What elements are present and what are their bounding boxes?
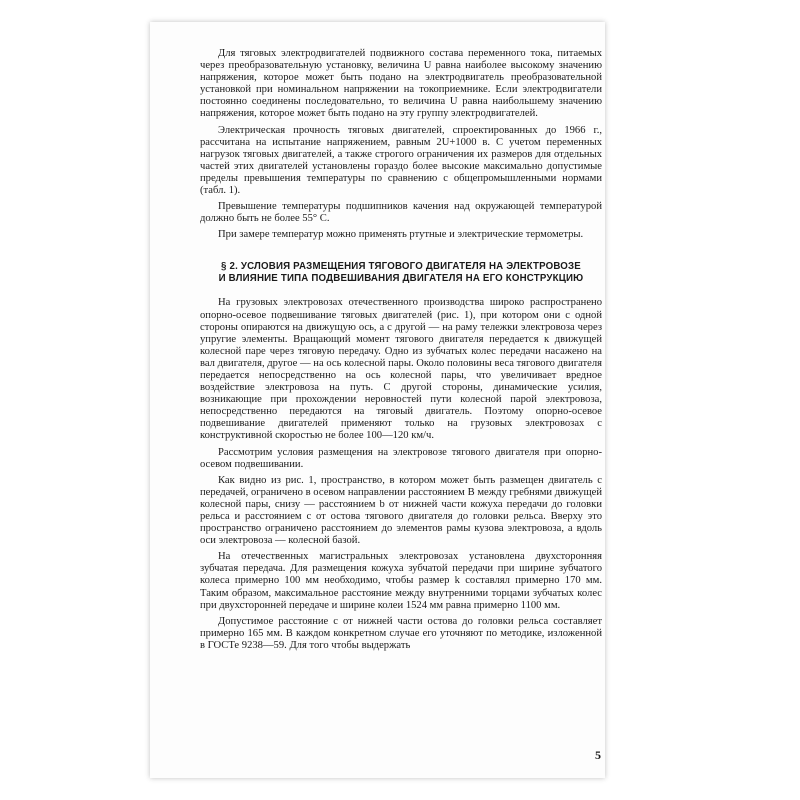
paragraph-8: На отечественных магистральных электровозах установлена двухсторонняя зубчатая передача. Для размещения кожуха зубчатой передачи при ширине зубчатого колеса примерно 100 мм необходимо, чтобы размер k составлял примерно 170 мм. Таким образом, максимальное расстояние между внутренними торцами зубчатых колес при двухсторонней передаче и ширине колеи 1524 мм равна примерно 1100 мм. [200,551,602,611]
paragraph-3: Превышение температуры подшипников качения над окружающей температурой должно быть не более 55° С. [200,201,602,225]
paragraph-7: Как видно из рис. 1, пространство, в котором может быть размещен двигатель с передачей, ограничено в осевом направлении расстоянием B между гребнями движущей колесной пары, снизу — расстоянием b от нижней части кожуха передачи до головки рельса и расстоянием c от остова тягового двигателя до головки рельса. Вверху это пространство ограничено расстоянием до элементов рамы кузова электровоза, а вдоль оси электровоза — колесной базой. [200,474,602,547]
page-number: 5 [595,748,601,762]
section-heading-line-1: § 2. УСЛОВИЯ РАЗМЕЩЕНИЯ ТЯГОВОГО ДВИГАТЕЛЯ НА ЭЛЕКТРОВОЗЕ [221,261,581,273]
section-heading-line-2: И ВЛИЯНИЕ ТИПА ПОДВЕШИВАНИЯ ДВИГАТЕЛЯ НА ЕГО КОНСТРУКЦИЮ [218,273,584,285]
paragraph-5: На грузовых электровозах отечественного производства широко распространено опорно-осевое подвешивание тяговых двигателей (рис. 1), при котором они с одной стороны опираются на движущую ось, а с другой — на раму тележки электровоза через упругие элементы. Вращающий момент тягового двигателя передается к движущей колесной паре через тяговую передачу. Одно из зубчатых колес передачи насажено на вал двигателя, другое — на ось колесной пары. Около половины веса тягового двигателя передается непосредственно на ось колесной пары, что увеличивает вредное воздействие электровоза на путь. С другой стороны, динамические усилия, возникающие при прохождении неровностей пути колесной парой электровоза, непосредственно передаются на тяговый двигатель. Поэтому опорно-осевое подвешивание двигателей применяют только на грузовых электровозах с конструктивной скоростью не более 100—120 км/ч. [200,297,602,442]
book-page [150,22,605,778]
paragraph-2: Электрическая прочность тяговых двигателей, спроектированных до 1966 г., рассчитана на испытание напряжением, равным 2U+1000 в. С учетом переменных нагрузок тяговых двигателей, а также строгого ограничения их размеров для отдельных частей этих двигателей установлены гораздо более высокие максимально допустимые пределы превышения температуры по сравнению с общепромышленными нормами (табл. 1). [200,124,602,197]
paragraph-9: Допустимое расстояние c от нижней части остова до головки рельса составляет примерно 165 мм. В каждом конкретном случае его уточняют по методике, изложенной в ГОСТе 9238—59. Для того чтобы выдержать [200,615,602,651]
section-heading [200,261,602,285]
page-content [200,48,602,652]
paragraph-6: Рассмотрим условия размещения на электровозе тягового двигателя при опорно-осевом подвешивании. [200,446,602,470]
paragraph-1: Для тяговых электродвигателей подвижного состава переменного тока, питаемых через преобразовательную установку, величина U равна наиболее высокому значению напряжения, которое может быть подано на электродвигатель преобразовательной установкой при номинальном напряжении на токоприемнике. Если электродвигатели постоянно соединены последовательно, то величина U равна наибольшему значению напряжения, которое может быть подано на эту группу электродвигателей. [200,48,602,120]
paragraph-4: При замере температур можно применять ртутные и электрические термометры. [218,229,584,241]
